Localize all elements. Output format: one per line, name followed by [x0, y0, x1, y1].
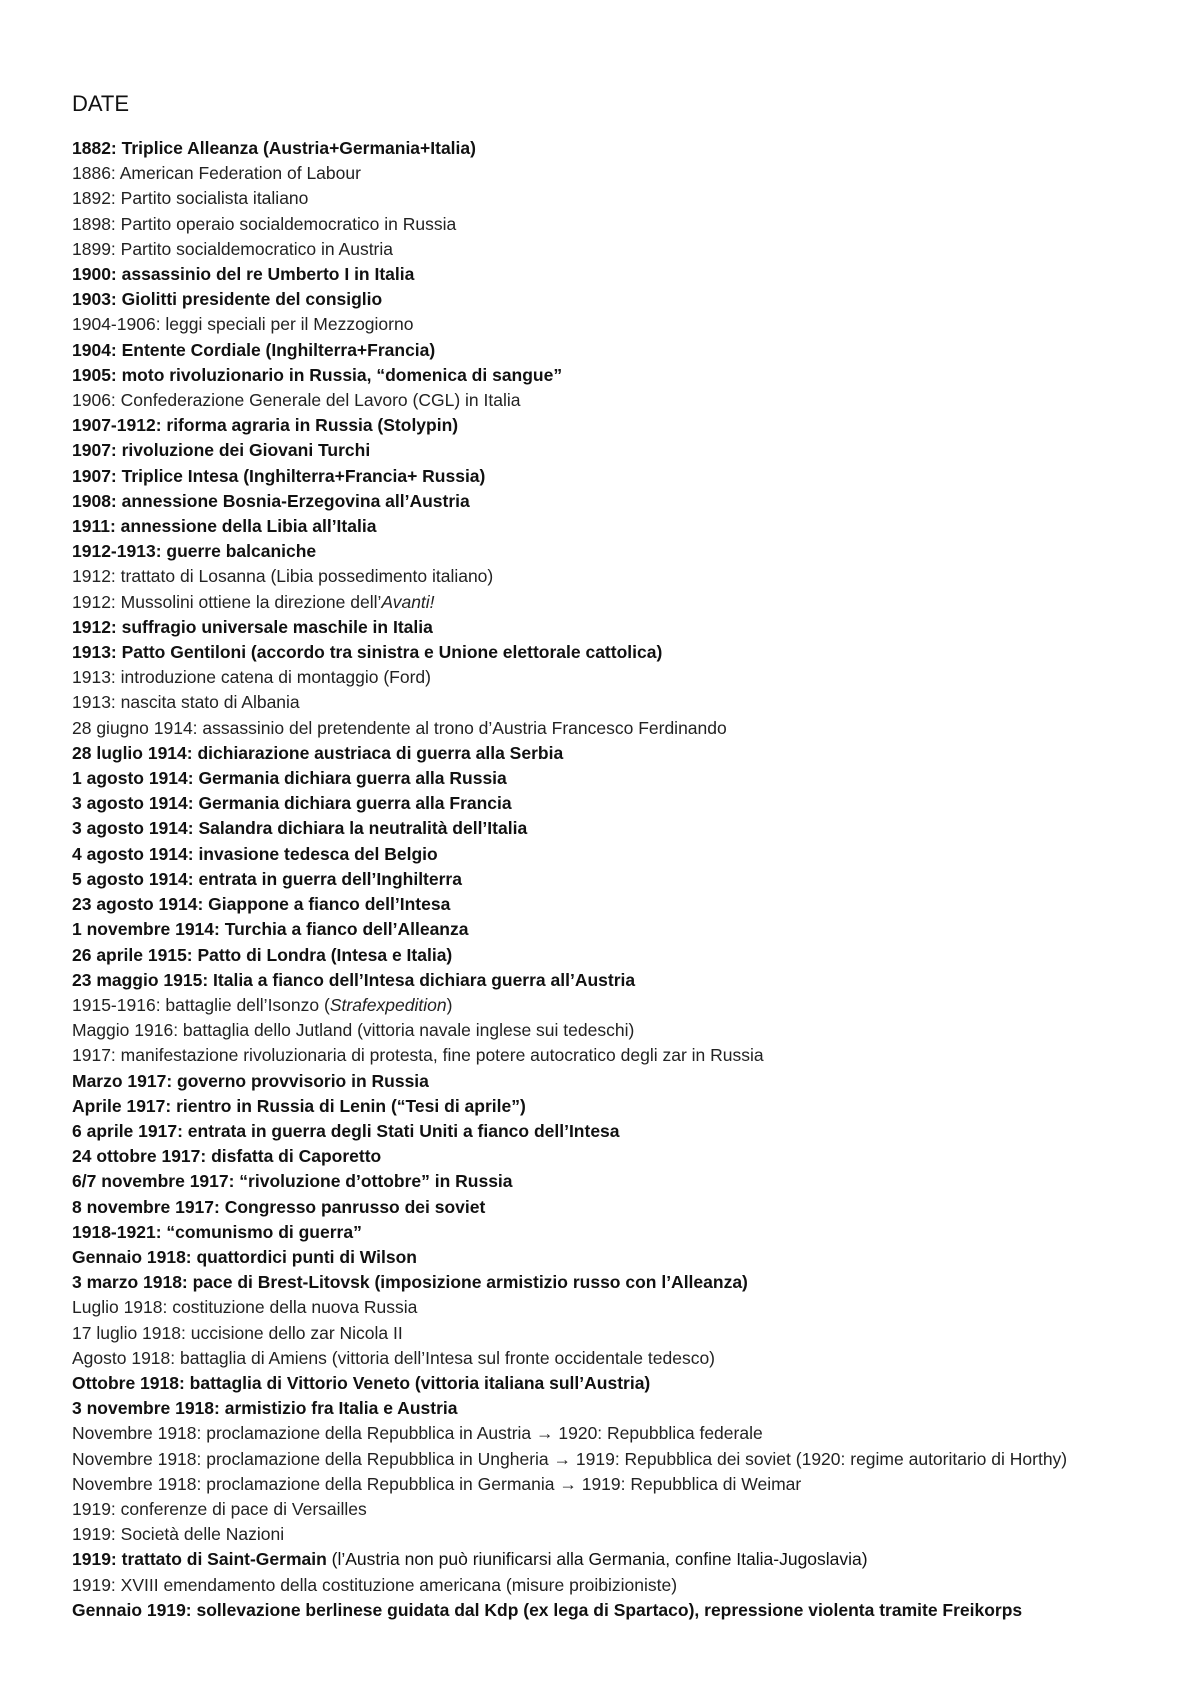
timeline-entry [72, 816, 1124, 841]
timeline-list [72, 136, 1124, 1623]
entry-text: 3 agosto 1914: Germania dichiara guerra alla Francia [72, 793, 512, 814]
timeline-entry [72, 514, 1124, 539]
timeline-entry [72, 1195, 1124, 1220]
timeline-entry [72, 1169, 1124, 1194]
timeline-entry [72, 539, 1124, 564]
timeline-entry [72, 136, 1124, 161]
timeline-entry [72, 791, 1124, 816]
timeline-entry [72, 1497, 1124, 1522]
timeline-entry [72, 312, 1124, 337]
timeline-entry [72, 1043, 1124, 1068]
timeline-entry [72, 1573, 1124, 1598]
timeline-entry [72, 1270, 1124, 1295]
entry-text: Gennaio 1919: sollevazione berlinese guidata dal Kdp (ex lega di Spartaco), repressione violenta tramite Freikorps [72, 1599, 1023, 1620]
entry-text: 1886: American Federation of Labour [72, 163, 361, 184]
timeline-entry [72, 413, 1124, 438]
timeline-entry [72, 766, 1124, 791]
entry-text: Novembre 1918: proclamazione della Repubblica in Austria → 1920: Repubblica federale [72, 1423, 763, 1444]
entry-italic-text: Strafexpedition [329, 994, 447, 1015]
timeline-entry [72, 363, 1124, 388]
timeline-entry [72, 161, 1124, 186]
entry-text-after: ) [446, 994, 453, 1015]
entry-text: 1903: Giolitti presidente del consiglio [72, 289, 383, 310]
entry-text: Maggio 1916: battaglia dello Jutland (vittoria navale inglese sui tedeschi) [72, 1020, 635, 1041]
timeline-entry [72, 842, 1124, 867]
timeline-entry [72, 716, 1124, 741]
entry-text-detail: (l’Austria non può riunificarsi alla Germania, confine Italia-Jugoslavia) [326, 1549, 868, 1570]
timeline-entry [72, 212, 1124, 237]
entry-text: Agosto 1918: battaglia di Amiens (vittoria dell’Intesa sul fronte occidentale tedesco) [72, 1347, 716, 1368]
entry-text: 1904-1906: leggi speciali per il Mezzogiorno [72, 314, 414, 335]
entry-text: 1 agosto 1914: Germania dichiara guerra alla Russia [72, 768, 507, 789]
timeline-entry [72, 1295, 1124, 1320]
entry-text: 28 giugno 1914: assassinio del pretendente al trono d’Austria Francesco Ferdinando [72, 717, 727, 738]
entry-text: 24 ottobre 1917: disfatta di Caporetto [72, 1146, 382, 1167]
entry-text: 1913: Patto Gentiloni (accordo tra sinistra e Unione elettorale cattolica) [72, 642, 663, 663]
timeline-entry [72, 917, 1124, 942]
timeline-entry [72, 1472, 1124, 1497]
entry-text: Luglio 1918: costituzione della nuova Russia [72, 1297, 418, 1318]
timeline-entry [72, 892, 1124, 917]
entry-text: 1911: annessione della Libia all’Italia [72, 516, 377, 537]
entry-text: 26 aprile 1915: Patto di Londra (Intesa e Italia) [72, 944, 453, 965]
timeline-entry [72, 1119, 1124, 1144]
timeline-entry [72, 867, 1124, 892]
timeline-entry [72, 690, 1124, 715]
entry-text: 4 agosto 1914: invasione tedesca del Belgio [72, 843, 438, 864]
timeline-entry [72, 993, 1124, 1018]
entry-text: 1912: Mussolini ottiene la direzione dell’ [72, 591, 382, 612]
entry-text: 1908: annessione Bosnia-Erzegovina all’Austria [72, 490, 470, 511]
entry-text: Marzo 1917: governo provvisorio in Russia [72, 1070, 429, 1091]
timeline-entry [72, 1321, 1124, 1346]
entry-text: Gennaio 1918: quattordici punti di Wilson [72, 1246, 418, 1267]
entry-text: 1907: Triplice Intesa (Inghilterra+Francia+ Russia) [72, 465, 486, 486]
timeline-entry [72, 590, 1124, 615]
timeline-entry [72, 1396, 1124, 1421]
entry-text: 1919: Società delle Nazioni [72, 1524, 285, 1545]
entry-text: 1919: conferenze di pace di Versailles [72, 1498, 367, 1519]
entry-italic-text: Avanti! [381, 591, 435, 612]
timeline-entry [72, 262, 1124, 287]
timeline-entry [72, 1598, 1124, 1623]
entry-text: 8 novembre 1917: Congresso panrusso dei soviet [72, 1196, 486, 1217]
entry-text: 23 maggio 1915: Italia a fianco dell’Intesa dichiara guerra all’Austria [72, 969, 636, 990]
timeline-entry [72, 1094, 1124, 1119]
entry-text: 6 aprile 1917: entrata in guerra degli Stati Uniti a fianco dell’Intesa [72, 1120, 620, 1141]
timeline-entry [72, 1371, 1124, 1396]
entry-text: 1919: trattato di Saint-Germain [72, 1549, 327, 1570]
entry-text: 1906: Confederazione Generale del Lavoro (CGL) in Italia [72, 390, 521, 411]
entry-text: 3 agosto 1914: Salandra dichiara la neutralità dell’Italia [72, 818, 528, 839]
entry-text: 1912: suffragio universale maschile in Italia [72, 616, 433, 637]
timeline-entry [72, 237, 1124, 262]
entry-text: 6/7 novembre 1917: “rivoluzione d’ottobre” in Russia [72, 1171, 513, 1192]
entry-text: 3 marzo 1918: pace di Brest-Litovsk (imposizione armistizio russo con l’Alleanza) [72, 1272, 748, 1293]
entry-text: 1913: nascita stato di Albania [72, 692, 300, 713]
entry-text: Novembre 1918: proclamazione della Repubblica in Germania → 1919: Repubblica di Weimar [72, 1473, 802, 1494]
timeline-entry [72, 338, 1124, 363]
timeline-entry [72, 1069, 1124, 1094]
entry-text: 1913: introduzione catena di montaggio (Ford) [72, 667, 431, 688]
entry-text: 1899: Partito socialdemocratico in Austria [72, 238, 393, 259]
timeline-entry [72, 640, 1124, 665]
entry-text: 1907-1912: riforma agraria in Russia (Stolypin) [72, 415, 459, 436]
entry-text: 1900: assassinio del re Umberto I in Italia [72, 264, 415, 285]
timeline-entry [72, 1421, 1124, 1446]
entry-text: 1919: XVIII emendamento della costituzione americana (misure proibizioniste) [72, 1574, 678, 1595]
entry-text: Novembre 1918: proclamazione della Repubblica in Ungheria → 1919: Repubblica dei soviet (1920: regime autoritario di Horthy) [72, 1448, 1068, 1469]
timeline-entry [72, 1547, 1124, 1572]
timeline-entry [72, 464, 1124, 489]
timeline-entry [72, 943, 1124, 968]
entry-text: 1907: rivoluzione dei Giovani Turchi [72, 440, 371, 461]
timeline-entry [72, 287, 1124, 312]
entry-text: 3 novembre 1918: armistizio fra Italia e Austria [72, 1398, 458, 1419]
timeline-entry [72, 186, 1124, 211]
timeline-entry [72, 1018, 1124, 1043]
document-title: DATE [72, 91, 130, 116]
entry-text: 28 luglio 1914: dichiarazione austriaca di guerra alla Serbia [72, 742, 564, 763]
timeline-entry [72, 1447, 1124, 1472]
entry-text: Ottobre 1918: battaglia di Vittorio Veneto (vittoria italiana sull’Austria) [72, 1372, 651, 1393]
entry-text: 23 agosto 1914: Giappone a fianco dell’Intesa [72, 894, 451, 915]
timeline-entry [72, 1346, 1124, 1371]
timeline-entry [72, 1220, 1124, 1245]
entry-text: 1898: Partito operaio socialdemocratico in Russia [72, 213, 457, 234]
entry-text: 1917: manifestazione rivoluzionaria di protesta, fine potere autocratico degli zar in Russia [72, 1045, 764, 1066]
timeline-entry [72, 438, 1124, 463]
timeline-entry [72, 1245, 1124, 1270]
timeline-entry [72, 489, 1124, 514]
timeline-entry [72, 1144, 1124, 1169]
entry-text: 1915-1916: battaglie dell’Isonzo ( [72, 994, 330, 1015]
entry-text: 1905: moto rivoluzionario in Russia, “domenica di sangue” [72, 364, 563, 385]
timeline-entry [72, 615, 1124, 640]
entry-text: 1912-1913: guerre balcaniche [72, 541, 317, 562]
entry-text: 1892: Partito socialista italiano [72, 188, 309, 209]
timeline-entry [72, 564, 1124, 589]
entry-text: 17 luglio 1918: uccisione dello zar Nicola II [72, 1322, 403, 1343]
entry-text: 1904: Entente Cordiale (Inghilterra+Francia) [72, 339, 436, 360]
entry-text: 5 agosto 1914: entrata in guerra dell’Inghilterra [72, 868, 462, 889]
entry-text: 1882: Triplice Alleanza (Austria+Germania+Italia) [72, 138, 476, 158]
timeline-entry [72, 968, 1124, 993]
timeline-entry [72, 665, 1124, 690]
entry-text: 1912: trattato di Losanna (Libia possedimento italiano) [72, 566, 494, 587]
entry-text: 1918-1921: “comunismo di guerra” [72, 1221, 362, 1242]
entry-text: 1 novembre 1914: Turchia a fianco dell’Alleanza [72, 919, 469, 940]
timeline-entry [72, 741, 1124, 766]
timeline-entry [72, 388, 1124, 413]
entry-text: Aprile 1917: rientro in Russia di Lenin (“Tesi di aprile”) [72, 1095, 526, 1116]
timeline-entry [72, 1522, 1124, 1547]
